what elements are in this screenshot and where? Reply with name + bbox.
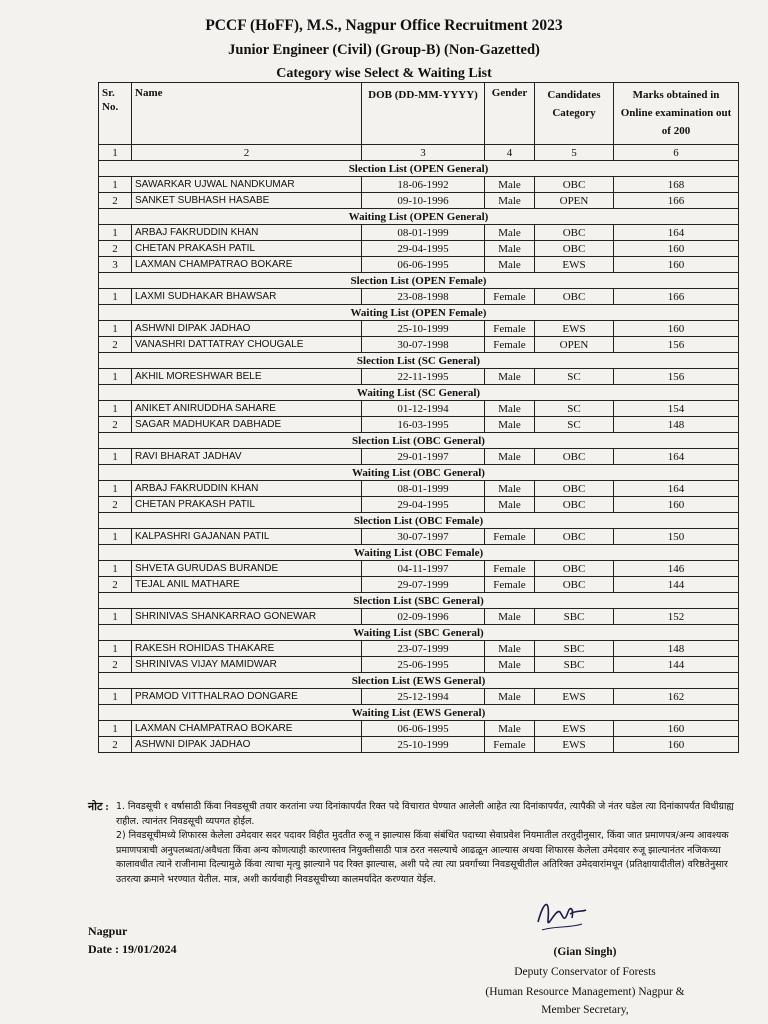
table-row [99, 225, 739, 241]
signer-designation-3: Member Secretary, [541, 1004, 629, 1016]
cell-marks: 152 [614, 609, 739, 625]
cell-category: SC [535, 369, 614, 385]
cell-name: LAXMAN CHAMPATRAO BOKARE [132, 721, 362, 737]
cell-name: ARBAJ FAKRUDDIN KHAN [132, 481, 362, 497]
section-title: Waiting List (OBC Female) [99, 545, 739, 561]
place-label: Nagpur [88, 924, 128, 938]
section-header-row [99, 705, 739, 721]
table-row [99, 529, 739, 545]
cell-dob: 06-06-1995 [362, 721, 485, 737]
cell-name: RAVI BHARAT JADHAV [132, 449, 362, 465]
cell-category: EWS [535, 721, 614, 737]
note-paragraph-2: 2) निवडसूचीमध्ये शिफारस केलेला उमेदवार सदर पदावर विहीत मुदतीत रुजू न झाल्यास किंवा संबंधित पदाच्या सेवाप्रवेश नियमातील तरतुदीनुसार, किंवा जात प्रमाणपत्र/अन्य आवश्यक प्रमाणपत्राची अनुपलब्धता/अवैधता किंवा अन्य कोणत्याही कारणास्तव नियुक्तीसाठी पात्र ठरत नसल्याचे आढळून आल्यास अथवा शिफारस केलेला उमेदवार रुजू झाल्यानंतर नजिकच्या कालावधीत त्याने राजीनामा दिल्यामुळे किंवा त्याचा मृत्यु झाल्याने पद रिक्त झाल्यास, अशी पदे त्या त्या प्रवर्गाच्या निवडसूचीतील अतिरिक्त उमेदवारांमधून (प्रतिक्षायादीतील) वरिष्ठतेनुसार उतरत्या क्रमाने भरण्यात येतील. मात्र, अशी कार्यवाही निवडसूचीच्या कालमर्यादेत करण्यात येईल. [116, 830, 729, 885]
cell-marks: 144 [614, 577, 739, 593]
column-number: 6 [614, 145, 739, 161]
cell-category: OBC [535, 561, 614, 577]
cell-name: SAWARKAR UJWAL NANDKUMAR [132, 177, 362, 193]
cell-gender: Male [485, 177, 535, 193]
table-row [99, 737, 739, 753]
cell-category: SBC [535, 641, 614, 657]
cell-name: SHVETA GURUDAS BURANDE [132, 561, 362, 577]
cell-name: SANKET SUBHASH HASABE [132, 193, 362, 209]
cell-name: VANASHRI DATTATRAY CHOUGALE [132, 337, 362, 353]
table-row [99, 321, 739, 337]
cell-name: SHRINIVAS SHANKARRAO GONEWAR [132, 609, 362, 625]
cell-category: OBC [535, 481, 614, 497]
cell-sr: 1 [99, 689, 132, 705]
cell-category: OBC [535, 177, 614, 193]
cell-name: ASHWNI DIPAK JADHAO [132, 737, 362, 753]
candidate-table [98, 82, 739, 753]
section-header-row [99, 305, 739, 321]
cell-sr: 1 [99, 289, 132, 305]
cell-name: ARBAJ FAKRUDDIN KHAN [132, 225, 362, 241]
section-header-row [99, 513, 739, 529]
cell-category: EWS [535, 689, 614, 705]
cell-category: SC [535, 417, 614, 433]
cell-gender: Male [485, 609, 535, 625]
cell-dob: 08-01-1999 [362, 481, 485, 497]
cell-marks: 162 [614, 689, 739, 705]
cell-marks: 164 [614, 225, 739, 241]
cell-name: SAGAR MADHUKAR DABHADE [132, 417, 362, 433]
section-title: Slection List (OPEN General) [99, 161, 739, 177]
cell-name: ASHWNI DIPAK JADHAO [132, 321, 362, 337]
column-number: 5 [535, 145, 614, 161]
table-row [99, 417, 739, 433]
table-row [99, 257, 739, 273]
cell-gender: Male [485, 257, 535, 273]
signer-designation-2: (Human Resource Management) Nagpur & [485, 986, 685, 998]
section-header-row [99, 593, 739, 609]
cell-name: CHETAN PRAKASH PATIL [132, 497, 362, 513]
cell-gender: Male [485, 241, 535, 257]
cell-sr: 2 [99, 417, 132, 433]
cell-marks: 144 [614, 657, 739, 673]
table-row [99, 577, 739, 593]
section-header-row [99, 273, 739, 289]
cell-marks: 168 [614, 177, 739, 193]
cell-gender: Male [485, 401, 535, 417]
cell-gender: Male [485, 641, 535, 657]
cell-sr: 1 [99, 369, 132, 385]
cell-dob: 23-08-1998 [362, 289, 485, 305]
table-row [99, 689, 739, 705]
cell-marks: 146 [614, 561, 739, 577]
section-header-row [99, 673, 739, 689]
cell-sr: 2 [99, 337, 132, 353]
cell-marks: 166 [614, 289, 739, 305]
cell-sr: 3 [99, 257, 132, 273]
cell-dob: 25-10-1999 [362, 321, 485, 337]
col-header-category: Candidates Category [535, 83, 614, 145]
cell-marks: 156 [614, 369, 739, 385]
cell-dob: 08-01-1999 [362, 225, 485, 241]
cell-gender: Male [485, 449, 535, 465]
section-title: Slection List (SC General) [99, 353, 739, 369]
section-title: Waiting List (SC General) [99, 385, 739, 401]
section-header-row [99, 465, 739, 481]
cell-category: OBC [535, 241, 614, 257]
cell-sr: 2 [99, 497, 132, 513]
cell-marks: 160 [614, 721, 739, 737]
header-line-2: Junior Engineer (Civil) (Group-B) (Non-Gazetted) [228, 42, 540, 58]
cell-dob: 25-10-1999 [362, 737, 485, 753]
cell-dob: 04-11-1997 [362, 561, 485, 577]
cell-category: OBC [535, 449, 614, 465]
note-paragraph-1: 1. निवडसूची १ वर्षासाठी किंवा निवडसूची तयार करतांना ज्या दिनांकापर्यंत रिक्त पदे विचारात घेण्यात आलेली आहेत त्या दिनांकापर्यंत, त्यापैकी जे नंतर घडेल त्या दिनांकापर्यंत विधीग्राह्य राहील. त्यानंतर निवडसूची व्यपगत होईल. [116, 801, 734, 827]
column-number: 2 [132, 145, 362, 161]
cell-category: EWS [535, 737, 614, 753]
section-title: Slection List (EWS General) [99, 673, 739, 689]
column-number: 3 [362, 145, 485, 161]
section-header-row [99, 433, 739, 449]
cell-sr: 2 [99, 241, 132, 257]
table-row [99, 193, 739, 209]
cell-marks: 156 [614, 337, 739, 353]
cell-name: RAKESH ROHIDAS THAKARE [132, 641, 362, 657]
cell-gender: Male [485, 225, 535, 241]
cell-marks: 160 [614, 257, 739, 273]
cell-name: SHRINIVAS VIJAY MAMIDWAR [132, 657, 362, 673]
cell-marks: 160 [614, 497, 739, 513]
table-row [99, 641, 739, 657]
cell-marks: 164 [614, 481, 739, 497]
cell-dob: 06-06-1995 [362, 257, 485, 273]
cell-dob: 09-10-1996 [362, 193, 485, 209]
col-header-dob: DOB (DD-MM-YYYY) [362, 83, 485, 145]
cell-category: SBC [535, 609, 614, 625]
header-line-1: PCCF (HoFF), M.S., Nagpur Office Recruitment 2023 [205, 17, 563, 34]
cell-sr: 1 [99, 641, 132, 657]
cell-sr: 1 [99, 449, 132, 465]
cell-gender: Male [485, 417, 535, 433]
table-header-row [99, 83, 739, 145]
table-row [99, 561, 739, 577]
table-row [99, 177, 739, 193]
section-title: Slection List (OPEN Female) [99, 273, 739, 289]
section-header-row [99, 385, 739, 401]
col-header-gender: Gender [485, 83, 535, 145]
cell-marks: 164 [614, 449, 739, 465]
col-header-name: Name [132, 83, 362, 145]
cell-marks: 166 [614, 193, 739, 209]
cell-gender: Female [485, 529, 535, 545]
header-line-3: Category wise Select & Waiting List [276, 66, 492, 81]
cell-name: LAXMI SUDHAKAR BHAWSAR [132, 289, 362, 305]
table-row [99, 369, 739, 385]
cell-dob: 29-07-1999 [362, 577, 485, 593]
cell-sr: 2 [99, 737, 132, 753]
cell-sr: 1 [99, 225, 132, 241]
table-row [99, 337, 739, 353]
cell-sr: 1 [99, 721, 132, 737]
cell-sr: 1 [99, 321, 132, 337]
cell-name: ANIKET ANIRUDDHA SAHARE [132, 401, 362, 417]
cell-name: TEJAL ANIL MATHARE [132, 577, 362, 593]
cell-dob: 18-06-1992 [362, 177, 485, 193]
cell-dob: 23-07-1999 [362, 641, 485, 657]
table-row [99, 401, 739, 417]
table-row [99, 497, 739, 513]
cell-gender: Male [485, 369, 535, 385]
table-row [99, 289, 739, 305]
cell-dob: 29-01-1997 [362, 449, 485, 465]
cell-category: EWS [535, 257, 614, 273]
note-label: नोट : [88, 801, 109, 813]
section-title: Waiting List (OBC General) [99, 465, 739, 481]
signer-name: (Gian Singh) [553, 946, 617, 958]
cell-sr: 2 [99, 577, 132, 593]
cell-category: SBC [535, 657, 614, 673]
cell-marks: 148 [614, 641, 739, 657]
section-title: Waiting List (OPEN General) [99, 209, 739, 225]
cell-dob: 25-12-1994 [362, 689, 485, 705]
cell-gender: Female [485, 577, 535, 593]
cell-gender: Male [485, 721, 535, 737]
cell-gender: Female [485, 737, 535, 753]
cell-category: SC [535, 401, 614, 417]
cell-sr: 2 [99, 657, 132, 673]
cell-name: CHETAN PRAKASH PATIL [132, 241, 362, 257]
signer-designation-1: Deputy Conservator of Forests [514, 966, 656, 978]
cell-category: OPEN [535, 193, 614, 209]
section-header-row [99, 209, 739, 225]
section-title: Slection List (OBC Female) [99, 513, 739, 529]
cell-category: EWS [535, 321, 614, 337]
cell-gender: Male [485, 481, 535, 497]
table-row [99, 481, 739, 497]
cell-category: OBC [535, 529, 614, 545]
table-body [99, 145, 739, 753]
section-title: Slection List (SBC General) [99, 593, 739, 609]
section-header-row [99, 353, 739, 369]
cell-name: PRAMOD VITTHALRAO DONGARE [132, 689, 362, 705]
cell-category: OBC [535, 225, 614, 241]
cell-marks: 150 [614, 529, 739, 545]
cell-category: OBC [535, 289, 614, 305]
cell-category: OPEN [535, 337, 614, 353]
cell-marks: 160 [614, 737, 739, 753]
cell-dob: 30-07-1997 [362, 529, 485, 545]
cell-marks: 160 [614, 321, 739, 337]
col-header-sr: Sr. No. [99, 83, 132, 145]
cell-gender: Male [485, 193, 535, 209]
table-row [99, 241, 739, 257]
cell-gender: Female [485, 289, 535, 305]
cell-marks: 154 [614, 401, 739, 417]
column-number: 4 [485, 145, 535, 161]
section-header-row [99, 161, 739, 177]
cell-gender: Male [485, 689, 535, 705]
table-row [99, 657, 739, 673]
cell-dob: 25-06-1995 [362, 657, 485, 673]
signature-icon [530, 890, 590, 940]
section-title: Waiting List (SBC General) [99, 625, 739, 641]
cell-sr: 1 [99, 177, 132, 193]
section-title: Waiting List (OPEN Female) [99, 305, 739, 321]
date-label: Date : 19/01/2024 [88, 942, 177, 956]
section-header-row [99, 545, 739, 561]
note-block [88, 800, 748, 888]
cell-category: OBC [535, 577, 614, 593]
cell-gender: Female [485, 561, 535, 577]
table-row [99, 609, 739, 625]
cell-marks: 160 [614, 241, 739, 257]
cell-dob: 01-12-1994 [362, 401, 485, 417]
section-title: Slection List (OBC General) [99, 433, 739, 449]
cell-gender: Female [485, 321, 535, 337]
cell-dob: 29-04-1995 [362, 241, 485, 257]
cell-marks: 148 [614, 417, 739, 433]
cell-sr: 1 [99, 561, 132, 577]
section-header-row [99, 625, 739, 641]
section-title: Waiting List (EWS General) [99, 705, 739, 721]
cell-name: LAXMAN CHAMPATRAO BOKARE [132, 257, 362, 273]
cell-dob: 02-09-1996 [362, 609, 485, 625]
cell-name: KALPASHRI GAJANAN PATIL [132, 529, 362, 545]
cell-gender: Female [485, 337, 535, 353]
cell-sr: 2 [99, 193, 132, 209]
cell-dob: 16-03-1995 [362, 417, 485, 433]
column-number-row [99, 145, 739, 161]
cell-sr: 1 [99, 529, 132, 545]
column-number: 1 [99, 145, 132, 161]
cell-dob: 29-04-1995 [362, 497, 485, 513]
table-row [99, 721, 739, 737]
table-row [99, 449, 739, 465]
cell-gender: Male [485, 657, 535, 673]
cell-dob: 30-07-1998 [362, 337, 485, 353]
cell-sr: 1 [99, 481, 132, 497]
cell-name: AKHIL MORESHWAR BELE [132, 369, 362, 385]
cell-sr: 1 [99, 609, 132, 625]
cell-category: OBC [535, 497, 614, 513]
cell-sr: 1 [99, 401, 132, 417]
col-header-marks: Marks obtained in Online examination out of 200 [614, 83, 739, 145]
cell-gender: Male [485, 497, 535, 513]
cell-dob: 22-11-1995 [362, 369, 485, 385]
